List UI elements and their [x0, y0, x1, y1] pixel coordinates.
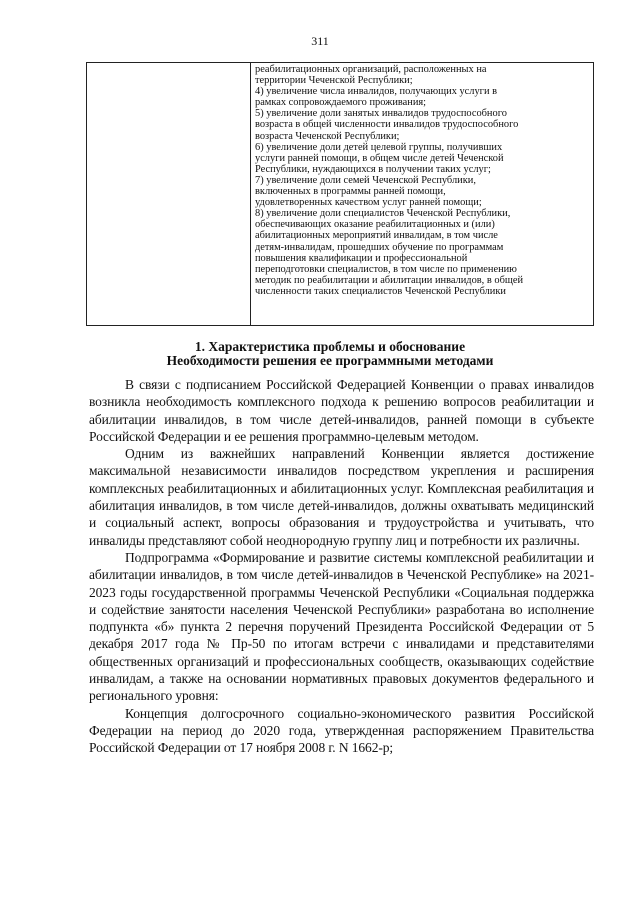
- paragraph: Одним из важнейших направлений Конвенции является достижение максимальной независимости инвалидов посредством укрепления и расширения комплексных реабилитационных и абилитационных услуг. Комплексная реабилитация и абилитация инвалидов, в том числе детей-инвалидов, должны охватывать медицинский и социальный аспект, вопросы образования и трудоустройства и учитывать, что инвалиды представляют собой неоднородную группу лиц и потребности их различны.: [89, 446, 594, 548]
- table-cell-line: абилитационных мероприятий инвалидам, в том числе: [255, 230, 498, 242]
- table-cell-line: 8) увеличение доли специалистов Чеченской Республики,: [255, 208, 511, 220]
- table-cell-line: включенных в программы ранней помощи,: [255, 186, 446, 198]
- table-cell-line: 7) увеличение доли семей Чеченской Республики,: [255, 174, 476, 186]
- paragraph: Концепция долгосрочного социально-экономического развития Российской Федерации на период до 2020 года, утвержденная распоряжением Правительства Российской Федерации от 17 ноября 2008 г. N 1662-р;: [89, 705, 594, 756]
- table-column-divider: [250, 63, 251, 325]
- program-table: [86, 62, 594, 326]
- paragraph: Подпрограмма «Формирование и развитие системы комплексной реабилитации и абилитации инвалидов, в том числе детей-инвалидов в Чеченской Республике» на 2021-2023 годы государственной программы Чеченской Республики «Социальная поддержка и содействие занятости населения Чеченской Республики» разработана во исполнение подпункта «б» пункта 2 перечня поручений Президента Российской Федерации от 5 декабря 2017 года № Пр-50 по итогам встречи с инвалидами и представителями общественных организаций и профессиональных сообществ, оказывающих содействие инвалидам, а также на основании нормативных правовых документов федерального и регионального уровня:: [89, 549, 594, 704]
- table-cell-line: 6) увеличение доли детей целевой группы, получивших: [255, 141, 503, 153]
- table-cell-line: 4) увеличение числа инвалидов, получающих услуги в: [255, 86, 498, 98]
- table-cell-line: 5) увеличение доли занятых инвалидов трудоспособного: [255, 108, 507, 120]
- table-cell-line: Республики, нуждающихся в получении таких услуг;: [255, 163, 491, 175]
- section-heading: [80, 340, 580, 367]
- table-cell-line: услуги ранней помощи, в общем числе детей Чеченской: [255, 152, 504, 164]
- table-cell-line: обеспечивающих оказание реабилитационных и (или): [255, 219, 495, 231]
- table-cell-line: методик по реабилитации и абилитации инвалидов, в общей: [255, 274, 524, 286]
- table-cell-line: возраста Чеченской Республики;: [255, 130, 400, 142]
- table-cell-line: детям-инвалидам, прошедших обучение по программам: [255, 241, 504, 253]
- section-heading-line: 1. Характеристика проблемы и обоснование: [194, 339, 466, 354]
- table-cell-line: территории Чеченской Республики;: [255, 75, 413, 87]
- table-cell-line: повышения квалификации и профессиональной: [255, 252, 468, 264]
- table-cell-line: удовлетворенных качеством услуг ранней помощи;: [255, 197, 482, 209]
- table-cell-line: численности таких специалистов Чеченской Республики: [255, 285, 506, 297]
- page-number: 311: [311, 34, 329, 48]
- table-cell-line: возраста в общей численности инвалидов трудоспособного: [255, 119, 519, 131]
- table-right-cell: [255, 64, 589, 297]
- table-cell-line: реабилитационных организаций, расположенных на: [255, 64, 487, 75]
- table-cell-line: переподготовки специалистов, в том числе по применению: [255, 263, 517, 275]
- paragraph: В связи с подписанием Российской Федерацией Конвенции о правах инвалидов возникла необходимость комплексного подхода к решению вопросов реабилитации и абилитации инвалидов, в том числе детей-инвалидов, ранней помощи в субъекте Российской Федерации и ее решения программно-целевым методом.: [89, 377, 594, 444]
- section-heading-line: Необходимости решения ее программными методами: [166, 352, 494, 368]
- table-cell-line: рамках сопровождаемого проживания;: [255, 97, 427, 109]
- body-text: [89, 376, 594, 757]
